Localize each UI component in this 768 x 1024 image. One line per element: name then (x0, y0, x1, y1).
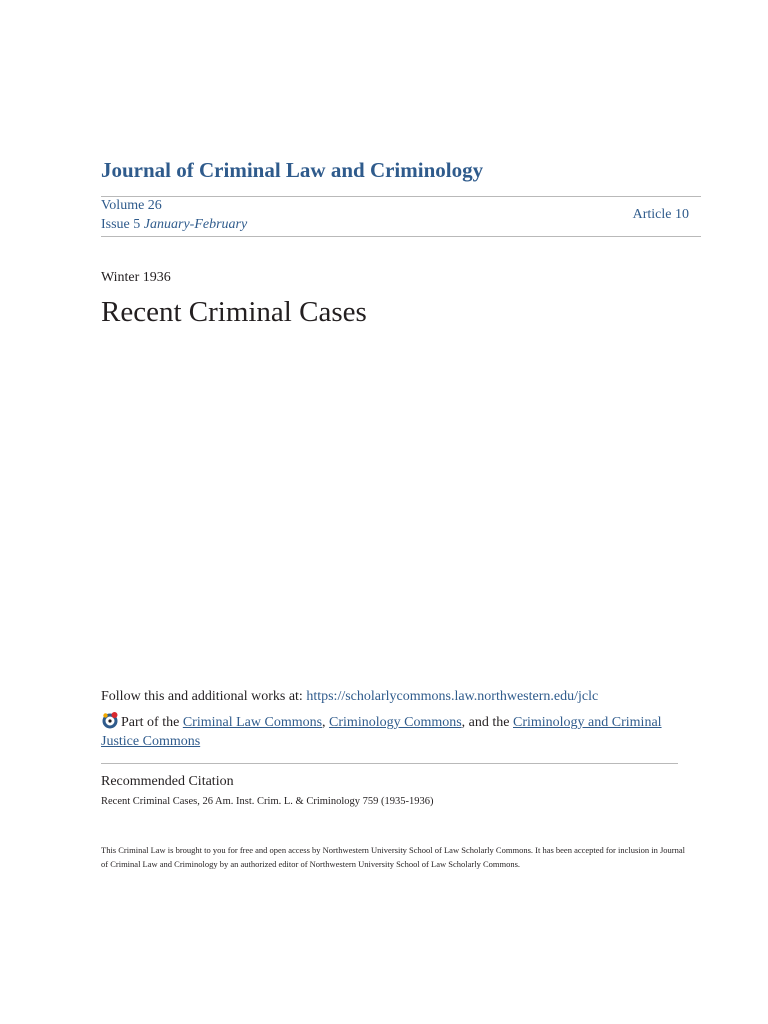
part-of-commons (101, 711, 681, 751)
criminology-commons-link[interactable]: Criminology Commons (329, 715, 462, 730)
criminology-criminal-justice-commons-link[interactable]: Criminology and Criminal Justice Commons (101, 715, 662, 749)
issue-label: Issue 5 (101, 217, 141, 232)
commons-network-icon (101, 711, 119, 729)
header-bottom-rule (101, 236, 701, 237)
follow-line (101, 689, 598, 705)
separator-and-the: , and the (461, 715, 513, 730)
header-top-rule (101, 196, 701, 197)
recommended-citation-text: Recent Criminal Cases, 26 Am. Inst. Crim. L. & Criminology 759 (1935-1936) (101, 796, 434, 807)
part-of-prefix: Part of the (121, 715, 183, 730)
repository-url-link[interactable]: https://scholarlycommons.law.northwestern.edu/jclc (306, 689, 599, 704)
volume-link[interactable]: Volume 26 (101, 198, 162, 213)
criminal-law-commons-link[interactable]: Criminal Law Commons (182, 715, 323, 730)
access-disclaimer: This Criminal Law is brought to you for free and open access by Northwestern University School of Law Scholarly Commons. It has been accepted for inclusion in Journal of Criminal Law and Criminology by an authorized editor of Northwestern University School of Law Scholarly Commons. (101, 845, 686, 869)
recommended-citation-heading: Recommended Citation (101, 774, 234, 789)
follow-prefix: Follow this and additional works at: (101, 689, 307, 704)
issue-dates: January-February (143, 217, 248, 232)
citation-rule (101, 763, 678, 764)
publication-date: Winter 1936 (101, 270, 171, 285)
journal-title[interactable]: Journal of Criminal Law and Criminology (101, 158, 484, 182)
issue-line[interactable] (101, 217, 247, 233)
article-title: Recent Criminal Cases (101, 296, 367, 328)
article-number-link[interactable]: Article 10 (632, 207, 689, 222)
separator-comma: , (322, 715, 330, 730)
